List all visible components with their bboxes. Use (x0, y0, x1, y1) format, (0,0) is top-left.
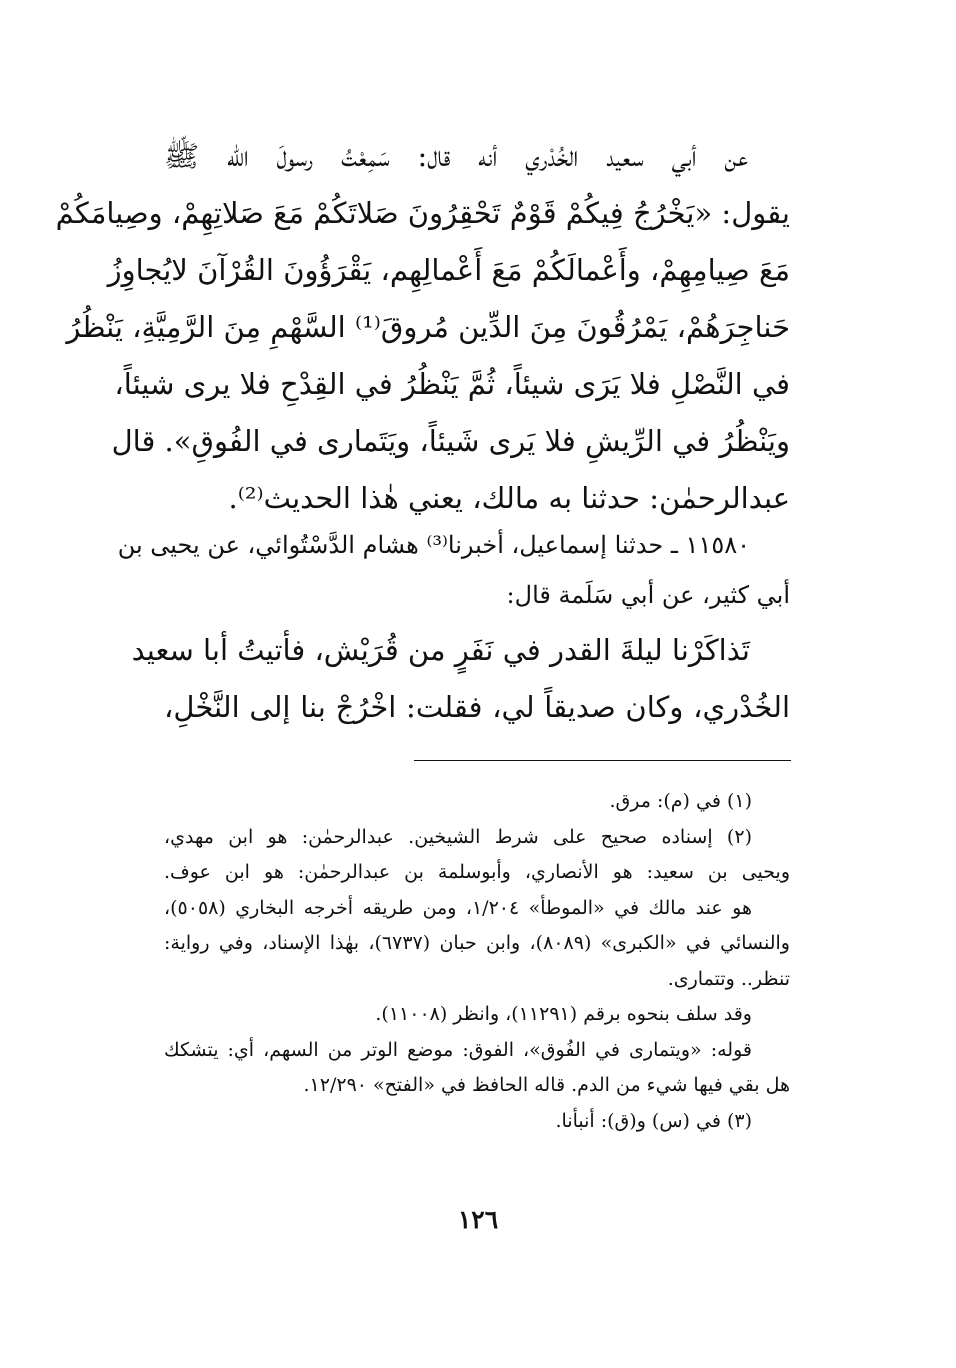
footnote-line: ويحيى بن سعيد: هو الأنصاري، وأبوسلمة بن عبدالرحمٰن: هو ابن عوف. (164, 861, 791, 883)
footnote-line: هو عند مالك في «الموطأ» ١/٢٠٤، ومن طريقه أخرجه البخاري (٥٠٥٨)، (164, 896, 752, 919)
text-line: مَعَ صِيامِهِمْ، وأَعْمالَكُمْ مَعَ أَعْمالِهِم، يَقْرَؤُونَ القُرْآنَ لايُجاوِزُ (107, 253, 790, 287)
footnote-line: تنظر.. وتتمارى. (667, 967, 790, 990)
footnote-line: (٢) إسناده صحيح على شرط الشيخين. عبدالرحمٰن: هو ابن مهدي، (164, 825, 752, 848)
footnote-line: وقد سلف بنحوه برقم (١١٢٩١)، وانظر (١١٠٠٨). (375, 1003, 752, 1025)
matn-paragraph (131, 622, 790, 736)
footnote-line: هل بقي فيها شيء من الدم. قاله الحافظ في «الفتح» ١٢/٢٩٠. (303, 1074, 790, 1096)
text-line: أبي كثير، عن أبي سَلَمة قال: (506, 581, 790, 609)
footnote-line: قوله: «ويتمارى في الفُوق»، الفوق: موضع الوتر من السهم، أي: يتشكك (164, 1038, 752, 1061)
text-line: الخُدْري، وكان صديقاً لي، فقلت: اخْرُجْ بنا إلى النَّخْلِ، (164, 690, 790, 724)
text-line: عن أبي سعيد الخُدْري أنه قال: سَمِعْتُ رسولَ الله ﷺ (164, 139, 748, 173)
text-line: حَناجِرَهُمْ، يَمْرُقُونَ مِنَ الدِّين مُروقَ⁽¹⁾ السَّهْمِ مِنَ الرَّمِيَّةِ، يَنْظُرُ (66, 310, 790, 344)
text-line: ١١٥٨٠ ـ حدثنا إسماعيل، أخبرنا⁽³⁾ هشام الدَّسْتُوائي، عن يحيى بن (117, 531, 750, 559)
text-line: عبدالرحمٰن: حدثنا به مالك، يعني هٰذا الحديث⁽²⁾. (228, 481, 790, 515)
footnotes (164, 784, 790, 1139)
text-line: ويَنْظُرُ في الرِّيشِ فلا يَرى شَيئاً، ويَتَمارى في الفُوقِ». قال (111, 424, 790, 458)
text-line: تَذاكَرْنا ليلةَ القدر في نَفَرٍ من قُرَيْش، فأتيتُ أبا سعيد (131, 633, 750, 667)
text-line: في النَّصْلِ فلا يَرَى شيئاً، ثُمَّ يَنْظُرُ في القِدْحِ فلا يرى شيئاً، (114, 367, 790, 401)
text-line: يقول: «يَخْرُجُ فِيكُمْ قَوْمٌ تَحْقِرُونَ صَلاتَكُمْ مَعَ صَلاتِهِمْ، وصِيامَكُمْ (55, 196, 790, 230)
footnote-separator (414, 760, 791, 761)
footnote-line: (١) في (م): مرق. (609, 790, 752, 812)
footnote-line: (٣) في (س) و(ق): أنبأنا. (555, 1109, 752, 1132)
footnote-line: والنسائي في «الكبرى» (٨٠٨٩)، وابن حبان (٦٧٣٧)، بهٰذا الإسناد، وفي رواية: (164, 932, 790, 954)
hadith-paragraph (55, 128, 790, 527)
page-number: ١٢٦ (457, 1205, 499, 1234)
isnad-paragraph (117, 520, 790, 620)
